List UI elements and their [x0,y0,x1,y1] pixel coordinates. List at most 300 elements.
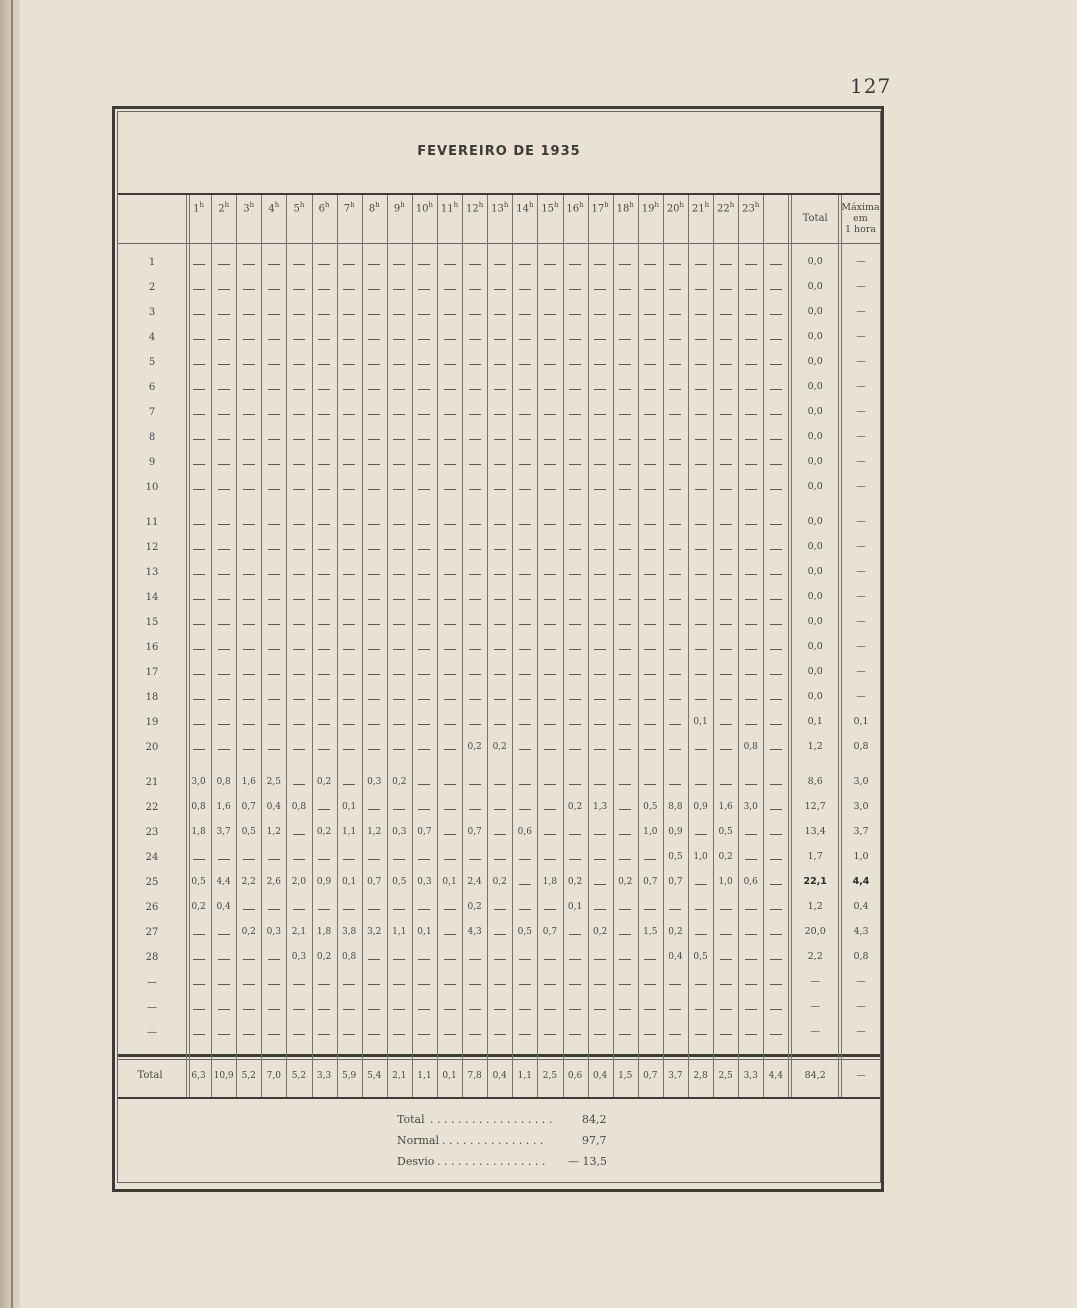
empty-dash [218,364,230,365]
empty-dash [770,464,782,465]
empty-dash [318,489,330,490]
summary-total-value: 84,2 [582,1113,607,1126]
empty-dash [268,574,280,575]
row-total: 0,0 [807,591,823,602]
empty-dash [569,749,581,750]
empty-dash [544,439,556,440]
empty-dash [695,549,707,550]
hour-total: 0,4 [492,1071,507,1081]
empty-dash [343,859,355,860]
empty-dash [444,809,456,810]
column-divider [788,195,789,1097]
empty-dash [368,859,380,860]
empty-dash [770,339,782,340]
empty-dash [218,674,230,675]
hourly-value: 0,5 [668,852,683,862]
empty-dash [720,339,732,340]
empty-dash [669,364,681,365]
row-total: 20,0 [804,926,826,937]
grand-total: 84,2 [804,1070,826,1081]
empty-dash [569,439,581,440]
empty-dash [243,339,255,340]
empty-dash [318,624,330,625]
empty-dash [569,699,581,700]
empty-dash [544,599,556,600]
empty-dash [770,859,782,860]
empty-dash [444,699,456,700]
hour-header [488,201,512,214]
empty-dash [418,674,430,675]
empty-dash [770,489,782,490]
hour-suffix: h [199,201,204,209]
empty-dash [293,699,305,700]
hour-total: 2,5 [542,1071,558,1081]
row-max: — [856,641,866,652]
empty-dash [368,724,380,725]
hour-number: 12 [466,203,479,215]
row-day-label: 6 [148,382,156,393]
row-max: 0,1 [853,716,869,727]
empty-dash [444,524,456,525]
empty-dash [569,549,581,550]
empty-dash [594,524,606,525]
empty-dash [343,624,355,625]
header-rule [118,243,880,244]
row-total: 0,0 [807,381,823,392]
hour-number: 14 [516,203,529,215]
empty-dash [569,1009,581,1010]
empty-dash [519,439,531,440]
empty-dash [444,724,456,725]
empty-dash [368,524,380,525]
empty-dash [418,524,430,525]
empty-dash [720,699,732,700]
empty-dash [519,464,531,465]
empty-dash [594,439,606,440]
empty-dash [318,984,330,985]
empty-dash [368,624,380,625]
row-total: 0,0 [807,331,823,342]
hourly-value: 0,2 [392,777,407,787]
empty-dash [644,1009,656,1010]
hour-header [663,201,687,214]
empty-dash [644,289,656,290]
empty-dash [644,649,656,650]
empty-dash [619,649,631,650]
hour-suffix: h [704,201,710,209]
summary-normal-label: Normal [397,1134,440,1147]
hour-header [312,201,336,214]
empty-dash [745,314,757,315]
row-day-label: — [147,977,157,988]
empty-dash [218,859,230,860]
empty-dash [619,859,631,860]
empty-dash [494,549,506,550]
column-divider [613,195,614,1097]
empty-dash [745,289,757,290]
empty-dash [544,524,556,525]
empty-dash [444,289,456,290]
row-max: 4,3 [853,926,869,937]
empty-dash [745,414,757,415]
empty-dash [569,489,581,490]
row-total: 0,0 [807,666,823,677]
hour-header [438,201,462,214]
empty-dash [669,339,681,340]
empty-dash [720,674,732,675]
hour-total: 0,6 [567,1071,583,1081]
hour-header [739,201,763,214]
empty-dash [343,364,355,365]
empty-dash [494,959,506,960]
empty-dash [243,439,255,440]
empty-dash [519,314,531,315]
empty-dash [494,364,506,365]
empty-dash [368,674,380,675]
row-day-label: 18 [145,692,159,703]
page-title: FEVEREIRO DE 1935 [417,144,581,159]
empty-dash [519,784,531,785]
empty-dash [368,649,380,650]
hour-total: 1,1 [417,1071,432,1081]
empty-dash [393,959,405,960]
empty-dash [669,489,681,490]
empty-dash [268,439,280,440]
hour-total: 4,4 [768,1071,783,1081]
empty-dash [268,264,280,265]
empty-dash [644,549,656,550]
empty-dash [218,1034,230,1035]
empty-dash [418,649,430,650]
empty-dash [418,339,430,340]
empty-dash [594,264,606,265]
row-day-label: 20 [145,742,159,753]
row-total: — [810,976,820,987]
empty-dash [293,784,305,785]
hourly-value: 1,6 [718,802,733,812]
empty-dash [218,699,230,700]
hour-total: 10,9 [213,1071,234,1081]
title-rule [118,193,880,195]
empty-dash [594,314,606,315]
empty-dash [218,959,230,960]
hourly-value: 0,2 [316,952,332,962]
hour-number: 17 [591,203,605,215]
hour-suffix: h [453,201,459,209]
empty-dash [368,749,380,750]
hour-number: 3 [243,203,250,215]
empty-dash [494,389,506,390]
hourly-value: 0,2 [668,927,683,937]
empty-dash [669,264,681,265]
empty-dash [695,834,707,835]
row-max: — [856,281,866,292]
hourly-value: 3,7 [216,827,231,837]
row-total: 22,1 [803,876,827,887]
max-header: 1 hora [844,224,877,235]
row-day-label: 2 [148,282,156,293]
empty-dash [494,414,506,415]
empty-dash [193,599,205,600]
row-day-label: 5 [148,357,156,368]
hourly-value: 0,3 [367,777,382,787]
empty-dash [594,909,606,910]
hour-suffix: h [629,201,634,209]
empty-dash [569,959,581,960]
empty-dash [318,464,330,465]
hourly-value: 0,4 [668,952,683,962]
empty-dash [695,414,707,415]
empty-dash [619,574,631,575]
empty-dash [619,549,631,550]
empty-dash [770,649,782,650]
empty-dash [619,749,631,750]
empty-dash [444,439,456,440]
empty-dash [494,674,506,675]
empty-dash [469,314,481,315]
empty-dash [594,674,606,675]
hourly-value: 2,0 [291,877,307,887]
row-max: 4,4 [852,876,870,887]
hour-header [638,201,662,214]
empty-dash [494,909,506,910]
row-total: 0,0 [807,481,823,492]
empty-dash [243,599,255,600]
hourly-value: 2,5 [266,777,281,787]
summary-dots: . . . . . . . . . . . . . . . [442,1134,544,1147]
empty-dash [193,724,205,725]
empty-dash [293,524,305,525]
row-max: — [856,516,866,527]
empty-dash [544,699,556,700]
empty-dash [469,364,481,365]
empty-dash [418,464,430,465]
hourly-value: 0,5 [191,877,206,887]
row-max: — [856,666,866,677]
empty-dash [393,1034,405,1035]
empty-dash [569,649,581,650]
empty-dash [218,749,230,750]
empty-dash [644,909,656,910]
empty-dash [343,649,355,650]
empty-dash [293,909,305,910]
empty-dash [695,784,707,785]
empty-dash [444,749,456,750]
hour-total: 2,8 [693,1071,708,1081]
empty-dash [720,364,732,365]
hour-number: 11 [440,203,454,215]
hour-suffix: h [754,201,760,209]
hour-total: 0,4 [592,1071,608,1081]
hourly-value: 1,0 [643,827,658,837]
row-total: 0,0 [807,431,823,442]
empty-dash [544,464,556,465]
empty-dash [393,1009,405,1010]
row-total: 0,0 [807,616,823,627]
empty-dash [368,1009,380,1010]
empty-dash [444,339,456,340]
empty-dash [669,574,681,575]
empty-dash [368,464,380,465]
row-max: — [856,541,866,552]
empty-dash [343,314,355,315]
hour-suffix: h [503,201,509,209]
hourly-value: 0,2 [492,877,507,887]
empty-dash [569,264,581,265]
hourly-value: 1,8 [191,827,206,837]
row-max: — [856,406,866,417]
empty-dash [770,934,782,935]
empty-dash [770,959,782,960]
hourly-value: 0,1 [341,877,357,887]
empty-dash [770,264,782,265]
empty-dash [544,809,556,810]
empty-dash [418,984,430,985]
empty-dash [544,749,556,750]
spine-edge [11,0,13,1308]
hourly-value: 0,7 [467,827,482,837]
empty-dash [318,699,330,700]
empty-dash [519,984,531,985]
empty-dash [318,439,330,440]
empty-dash [770,624,782,625]
empty-dash [243,264,255,265]
hourly-value: 1,0 [718,877,733,887]
empty-dash [519,884,531,885]
hour-header [538,201,562,214]
empty-dash [243,859,255,860]
empty-dash [494,339,506,340]
hour-total: 3,3 [316,1071,332,1081]
row-total: 0,0 [807,456,823,467]
empty-dash [644,314,656,315]
empty-dash [444,834,456,835]
empty-dash [368,809,380,810]
empty-dash [318,549,330,550]
empty-dash [745,699,757,700]
empty-dash [393,314,405,315]
empty-dash [243,624,255,625]
empty-dash [544,1009,556,1010]
empty-dash [293,364,305,365]
empty-dash [268,549,280,550]
empty-dash [368,289,380,290]
empty-dash [293,389,305,390]
empty-dash [619,909,631,910]
empty-dash [293,599,305,600]
empty-dash [418,489,430,490]
empty-dash [519,524,531,525]
hourly-value: 2,6 [266,877,281,887]
page-number: 127 [850,74,892,98]
empty-dash [469,264,481,265]
empty-dash [594,959,606,960]
empty-dash [218,314,230,315]
empty-dash [619,599,631,600]
empty-dash [393,339,405,340]
empty-dash [619,1009,631,1010]
summary-normal-value: 97,7 [582,1134,607,1147]
empty-dash [544,314,556,315]
empty-dash [393,624,405,625]
row-total: 1,2 [807,901,823,912]
hourly-value: 0,1 [442,877,457,887]
hourly-value: 1,5 [643,927,658,937]
empty-dash [343,464,355,465]
empty-dash [268,524,280,525]
hour-number: 6 [318,203,325,215]
row-max: — [856,331,866,342]
empty-dash [318,724,330,725]
empty-dash [293,314,305,315]
totals-top-rule-2 [118,1059,880,1060]
empty-dash [619,464,631,465]
row-max: — [856,1026,866,1037]
totals-bottom-rule [118,1097,880,1099]
hour-number: 7 [343,203,351,215]
row-max: 3,0 [853,776,869,787]
empty-dash [695,574,707,575]
empty-dash [619,699,631,700]
hourly-value: 0,8 [191,802,206,812]
empty-dash [594,699,606,700]
empty-dash [218,264,230,265]
empty-dash [594,389,606,390]
hourly-value: 3,2 [367,927,382,937]
empty-dash [293,624,305,625]
empty-dash [770,524,782,525]
empty-dash [343,339,355,340]
hourly-value: 0,2 [467,902,482,912]
hour-number: 2 [218,203,225,215]
empty-dash [268,414,280,415]
empty-dash [343,1009,355,1010]
empty-dash [243,549,255,550]
empty-dash [243,749,255,750]
empty-dash [368,414,380,415]
empty-dash [193,364,205,365]
empty-dash [695,289,707,290]
empty-dash [569,524,581,525]
row-max: — [856,456,866,467]
empty-dash [444,649,456,650]
empty-dash [444,364,456,365]
column-divider [487,195,488,1097]
empty-dash [594,1034,606,1035]
hour-suffix: h [654,201,659,209]
row-day-label: 26 [145,902,159,913]
row-total: 2,2 [807,951,823,962]
empty-dash [393,674,405,675]
empty-dash [268,289,280,290]
hour-suffix: h [274,201,280,209]
empty-dash [745,464,757,465]
row-day-label: 7 [148,407,156,418]
empty-dash [569,724,581,725]
hour-number: 15 [541,203,555,215]
empty-dash [368,314,380,315]
empty-dash [418,724,430,725]
empty-dash [669,624,681,625]
empty-dash [218,389,230,390]
empty-dash [218,649,230,650]
empty-dash [469,439,481,440]
empty-dash [770,599,782,600]
empty-dash [268,724,280,725]
row-total: 0,0 [807,541,823,552]
empty-dash [544,339,556,340]
empty-dash [268,624,280,625]
